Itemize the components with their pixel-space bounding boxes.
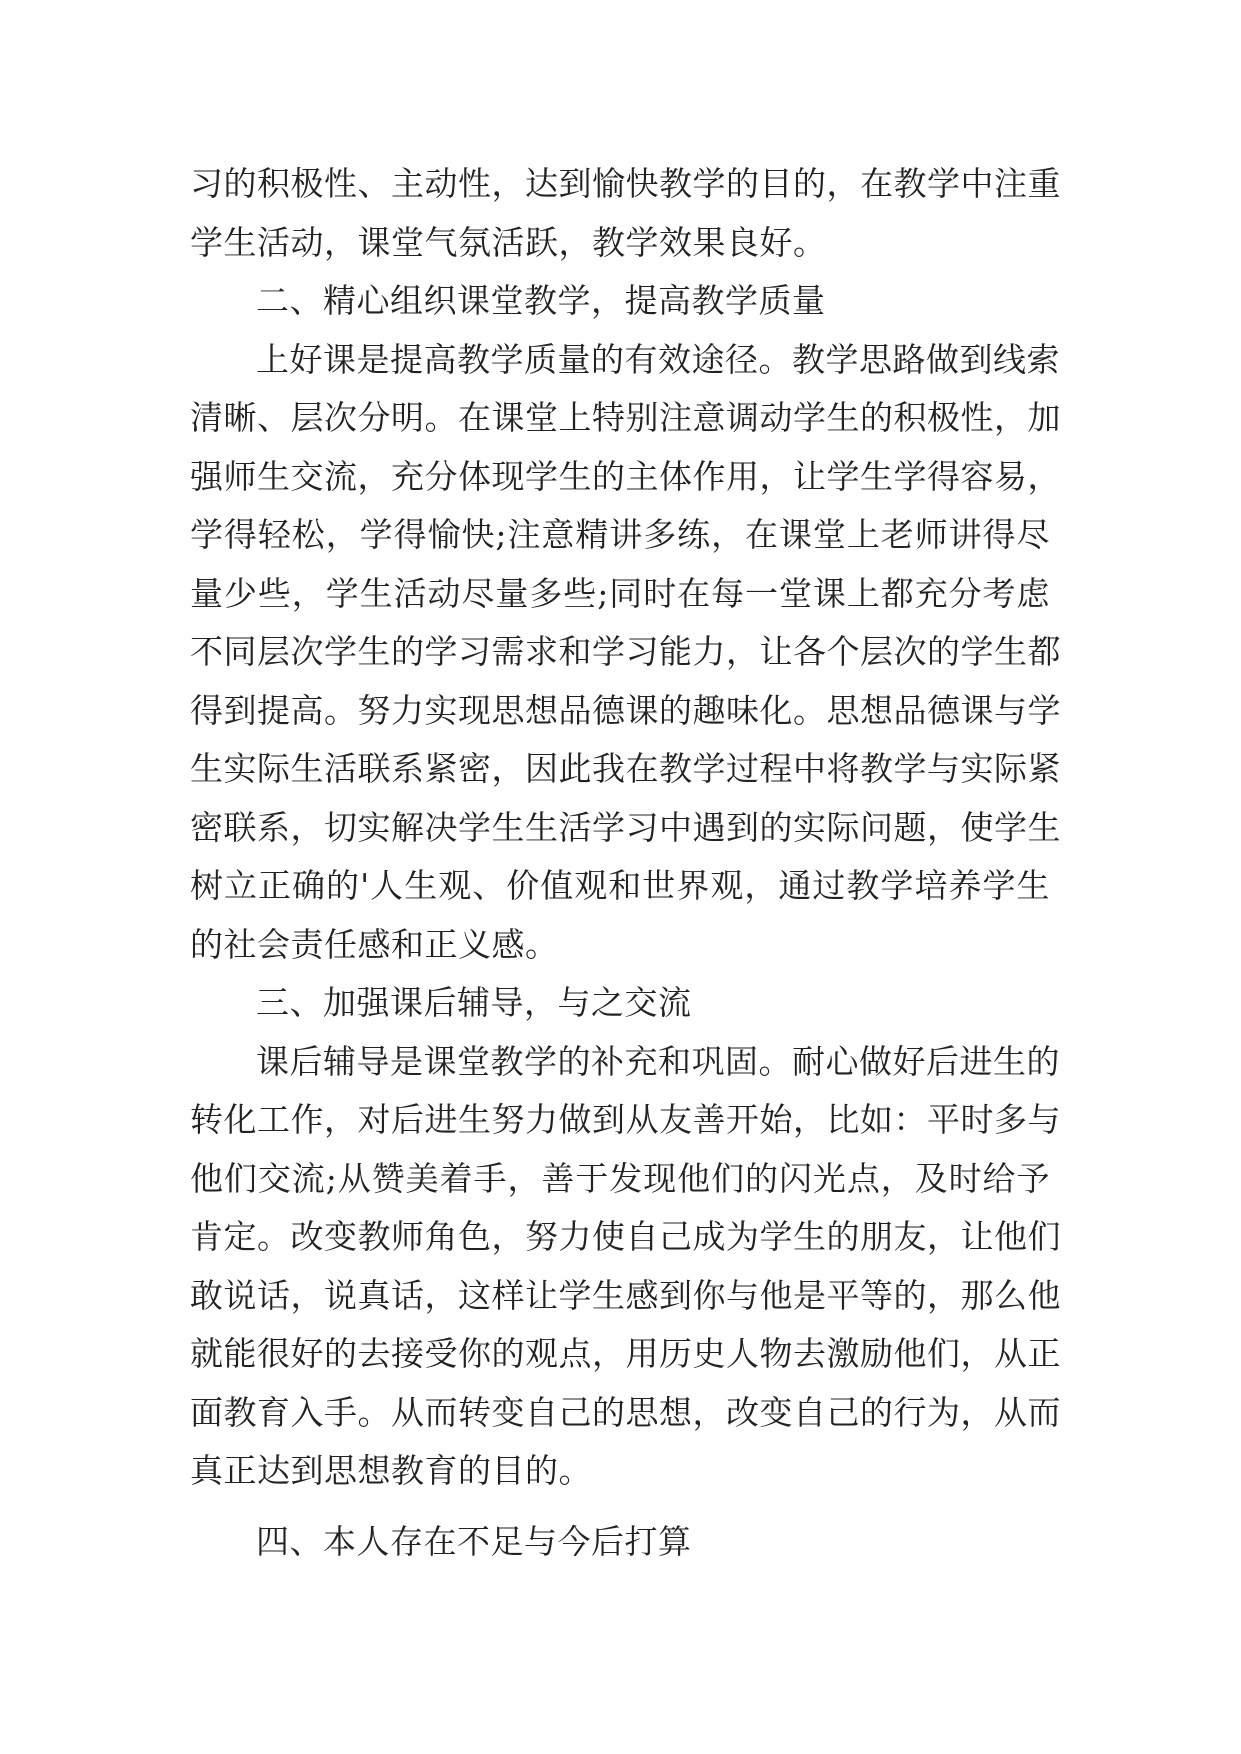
heading-text: 二、精心组织课堂教学，提高教学质量 — [256, 281, 826, 320]
text-line: 的社会责任感和正义感。 — [190, 924, 559, 964]
paragraph-continuation — [190, 155, 1061, 272]
heading-text: 三、加强课后辅导，与之交流 — [256, 983, 692, 1022]
text-line: 转化工作，对后进生努力做到从友善开始，比如：平时多与 — [190, 1100, 1061, 1139]
section-heading-3 — [190, 974, 1050, 1033]
text-line: 肯定。改变教师角色，努力使自己成为学生的朋友，让他们 — [190, 1217, 1061, 1256]
text-line: 量少些，学生活动尽量多些;同时在每一堂课上都充分考虑 — [190, 573, 1050, 613]
paragraph-teaching-quality — [190, 331, 1061, 975]
text-line: 清晰、层次分明。在课堂上特别注意调动学生的积极性，加 — [190, 398, 1061, 437]
text-line: 他们交流;从赞美着手，善于发现他们的闪光点，及时给予 — [190, 1158, 1050, 1198]
text-line: 得到提高。努力实现思想品德课的趣味化。思想品德课与学 — [190, 690, 1061, 730]
heading-text: 四、本人存在不足与今后打算 — [256, 1521, 692, 1561]
section-heading-4 — [190, 1513, 1050, 1572]
text-line: 上好课是提高教学质量的有效途径。教学思路做到线索 — [256, 339, 1060, 379]
text-line: 真正达到思想教育的目的。 — [190, 1451, 592, 1490]
text-line: 密联系，切实解决学生生活学习中遇到的实际问题，使学生 — [190, 807, 1061, 847]
text-line: 习的积极性、主动性，达到愉快教学的目的，在教学中注重 — [190, 164, 1061, 203]
text-line: 学生活动，课堂气氛活跃，教学效果良好。 — [190, 222, 827, 262]
document-body — [190, 155, 1061, 1571]
text-line: 学得轻松，学得愉快;注意精讲多练，在课堂上老师讲得尽 — [190, 515, 1050, 554]
text-line: 面教育入手。从而转变自己的思想，改变自己的行为，从而 — [190, 1392, 1061, 1432]
paragraph-after-class-tutoring — [190, 1033, 1061, 1501]
text-line: 不同层次学生的学习需求和学习能力，让各个层次的学生都 — [190, 632, 1061, 671]
text-line: 树立正确的'人生观、价值观和世界观，通过教学培养学生 — [190, 866, 1050, 905]
text-line: 敢说话，说真话，这样让学生感到你与他是平等的，那么他 — [190, 1275, 1061, 1315]
text-line: 强师生交流，充分体现学生的主体作用，让学生学得容易， — [190, 456, 1061, 496]
text-line: 生实际生活联系紧密，因此我在教学过程中将教学与实际紧 — [190, 749, 1061, 788]
section-heading-2 — [190, 272, 1050, 331]
text-line: 课后辅导是课堂教学的补充和巩固。耐心做好后进生的 — [256, 1041, 1060, 1081]
text-line: 就能很好的去接受你的观点，用历史人物去激励他们，从正 — [190, 1334, 1061, 1373]
